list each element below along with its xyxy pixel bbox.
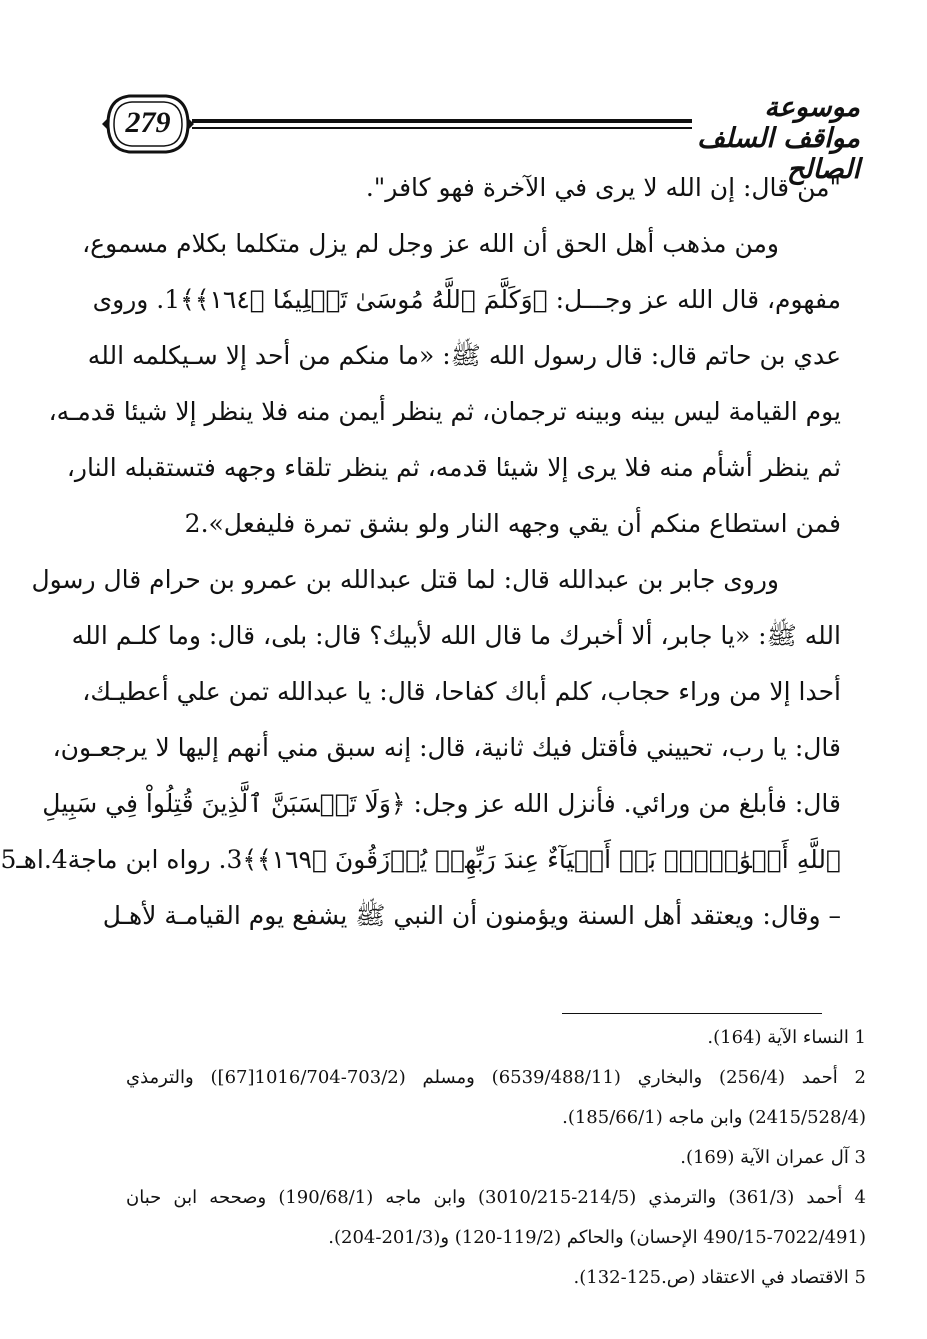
- text-line: "من قال: إن الله لا يرى في الآخرة فهو كافر".: [365, 173, 841, 202]
- main-text: [0, 160, 841, 944]
- text-line: ثم ينظر أشأم منه فلا يرى إلا شيئا قدمه، ثم ينظر تلقاء وجهه فتستقبله النار،: [66, 453, 841, 482]
- header-rule-thin: [192, 127, 692, 129]
- footnote-separator: [562, 1013, 822, 1014]
- text-line: عدي بن حاتم قال: قال رسول الله ﷺ: «ما منكم من أحد إلا سـيكلمه الله: [87, 341, 841, 370]
- footnote-line: (2415/528/4) وابن ماجه (185/66/1).: [562, 1107, 866, 1128]
- text-line: – وقال: ويعتقد أهل السنة ويؤمنون أن النبي ﷺ يشفع يوم القيامـة لأهـل: [102, 901, 841, 930]
- footnote-line: (490/15-7022/491 الإحسان) والحاكم (119/2-120) و(201/3-204).: [328, 1227, 866, 1248]
- footnote-line: 3 آل عمران الآية (169).: [680, 1147, 866, 1168]
- text-line: وروى جابر بن عبدالله قال: لما قتل عبدالله بن عمرو بن حرام قال رسول: [31, 565, 779, 594]
- text-line: ومن مذهب أهل الحق أن الله عز وجل لم يزل متكلما بكلام مسموع،: [82, 229, 779, 258]
- text-line: قال: فأبلغ من ورائي. فأنزل الله عز وجل: ﴿وَلَا تَحۡسَبَنَّ ٱلَّذِينَ قُتِلُواْ فِي سَبِيلِ: [42, 789, 841, 818]
- text-line: أحدا إلا من وراء حجاب، كلم أباك كفاحا، قال: يا عبدالله تمن علي أعطيـك،: [82, 677, 841, 706]
- text-line: يوم القيامة ليس بينه وبينه ترجمان، ثم ينظر أيمن منه فلا ينظر إلا شيئا قدمـه،: [48, 397, 841, 426]
- footnote-line: 2 أحمد (256/4) والبخاري (6539/488/11) ومسلم (703/2-1016/704[67]) والترمذي: [126, 1067, 866, 1088]
- page-header: [100, 88, 860, 185]
- footnote-line: 5 الاقتصاد في الاعتقاد (ص.125-132).: [573, 1267, 866, 1288]
- header-rule: [192, 119, 692, 123]
- footnotes: [126, 1018, 866, 1298]
- text-line: الله ﷺ: «يا جابر، ألا أخبرك ما قال الله لأبيك؟ قال: بلى، قال: وما كلـم الله: [71, 621, 841, 650]
- text-line: فمن استطاع منكم أن يقي وجهه النار ولو بشق تمرة فليفعل».2: [184, 509, 841, 538]
- page-number: 279: [125, 106, 171, 139]
- text-line: قال: يا رب، تحييني فأقتل فيك ثانية، قال: إنه سبق مني أنهم إليها لا يرجعـون،: [52, 733, 841, 762]
- text-line: مفهوم، قال الله عز وجـــل: ﴿وَكَلَّمَ ٱللَّهُ مُوسَىٰ تَكۡلِيمٗا ﴿١٦٤﴾﴾1. وروى: [92, 285, 841, 314]
- text-line: ٱللَّهِ أَمۡوَٰتَۢاۚ بَلۡ أَحۡيَآءٌ عِندَ رَبِّهِمۡ يُرۡزَقُونَ ﴿١٦٩﴾﴾3. رواه ابن ماجة4.اهـ5: [0, 845, 841, 874]
- page-number-badge: [100, 88, 196, 160]
- series-title: موسوعة مواقف السلف الصالح: [697, 92, 860, 185]
- footnote-line: 4 أحمد (361/3) والترمذي (214/5-3010/215) وابن ماجه (190/68/1) وصححه ابن حبان: [126, 1187, 866, 1208]
- footnote-line: 1 النساء الآية (164).: [707, 1027, 866, 1048]
